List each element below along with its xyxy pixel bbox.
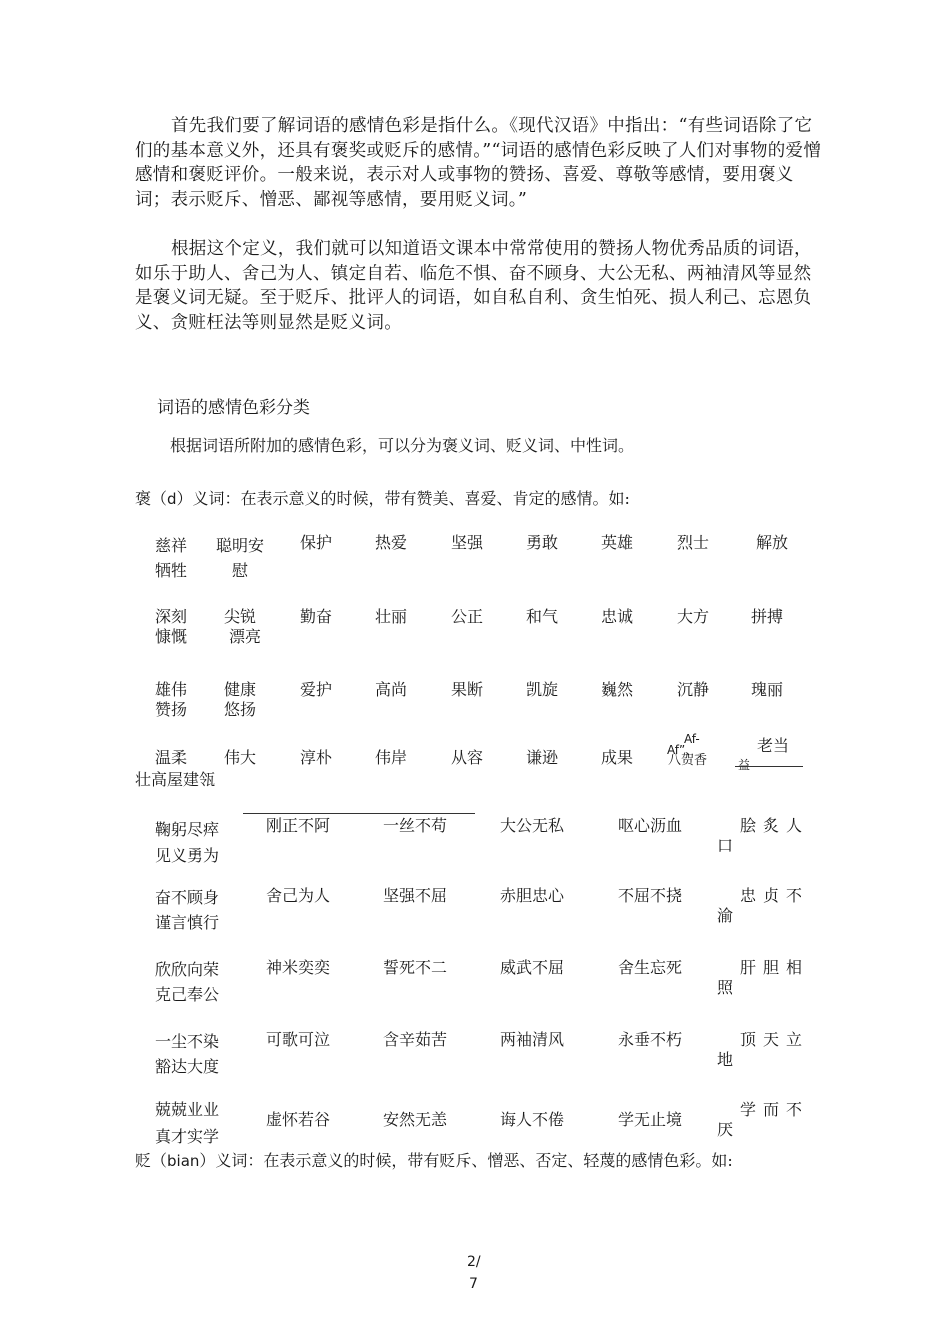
word-cell: 坚强 bbox=[451, 533, 484, 552]
word-cell: 从容 bbox=[451, 748, 484, 767]
word-cell: 健康 bbox=[224, 680, 257, 699]
def-prefix: 贬（ bbox=[135, 1151, 168, 1170]
idiom-cell: 大公无私 bbox=[500, 816, 565, 835]
idiom-cell: 兢兢业业 bbox=[155, 1100, 220, 1119]
word-cell: 温柔 bbox=[155, 748, 188, 767]
word-cell: 牺牲 bbox=[155, 561, 188, 580]
idiom-cell: 两袖清风 bbox=[500, 1030, 565, 1049]
def-suffix: ）义词：在表示意义的时候，带有贬斥、憎恶、否定、轻蔑的感情色彩。如: bbox=[199, 1151, 733, 1170]
word-cell: 八贺香 bbox=[668, 753, 708, 768]
idiom-cell: 学无止境 bbox=[618, 1110, 683, 1129]
word-cell: 解放 bbox=[756, 533, 789, 552]
word-cell: 瑰丽 bbox=[751, 680, 784, 699]
word-cell: 漂亮 bbox=[229, 627, 262, 646]
idiom-cell: 忠贞不 bbox=[740, 886, 810, 905]
word-cell: 忠诚 bbox=[601, 607, 634, 626]
word-cell: 公正 bbox=[451, 607, 484, 626]
word-cell: 尖锐 bbox=[224, 607, 257, 626]
word-cell: 英雄 bbox=[601, 533, 634, 552]
idiom-cell: 神米奕奕 bbox=[266, 958, 331, 977]
word-cell: 慷慨 bbox=[155, 627, 188, 646]
word-cell: 深刻 bbox=[155, 607, 188, 626]
def-suffix: ）义词：在表示意义的时候，带有赞美、喜爱、肯定的感情。如: bbox=[176, 489, 630, 508]
word-cell: 勤奋 bbox=[300, 607, 333, 626]
word-cell: 保护 bbox=[300, 533, 333, 552]
idiom-cell: 誓死不二 bbox=[383, 958, 448, 977]
page-number-top: 2/ bbox=[467, 1254, 481, 1270]
idiom-cell: 一尘不染 bbox=[155, 1032, 220, 1051]
def-prefix: 褒（ bbox=[135, 489, 168, 508]
idiom-cell: 坚强不屈 bbox=[383, 886, 448, 905]
pejorative-definition bbox=[135, 1148, 733, 1171]
word-cell: 和气 bbox=[526, 607, 559, 626]
word-cell: 慈祥 bbox=[155, 536, 188, 555]
idiom-cell: 赤胆忠心 bbox=[500, 886, 565, 905]
idiom-cell: 安然无恙 bbox=[383, 1110, 448, 1129]
word-cell: 雄伟 bbox=[155, 680, 188, 699]
def-pinyin: bian bbox=[167, 1152, 200, 1170]
ocr-noise: Af- bbox=[684, 732, 700, 746]
word-cell: 慰 bbox=[232, 561, 249, 580]
idiom-cell: 含辛茹苦 bbox=[383, 1030, 448, 1049]
word-cell: 勇敢 bbox=[526, 533, 559, 552]
idiom-cell: 可歌可泣 bbox=[266, 1030, 331, 1049]
idiom-cell: 脍炙人 bbox=[740, 816, 810, 835]
rule-line bbox=[243, 813, 475, 814]
idiom-cell: 肝胆相 bbox=[740, 958, 810, 977]
idiom-cell: 呕心沥血 bbox=[618, 816, 683, 835]
section-heading: 词语的感情色彩分类 bbox=[157, 398, 310, 418]
word-cell: 老当 bbox=[757, 736, 790, 755]
paragraph-1 bbox=[135, 114, 825, 212]
word-cell: 果断 bbox=[451, 680, 484, 699]
word-cell: 大方 bbox=[677, 607, 710, 626]
word-cell: 热爱 bbox=[375, 533, 408, 552]
word-cell: 伟岸 bbox=[375, 748, 408, 767]
idiom-cell: 克己奉公 bbox=[155, 985, 220, 1004]
word-cell: 巍然 bbox=[601, 680, 634, 699]
page-number-bottom: 7 bbox=[469, 1276, 478, 1292]
word-cell: 高尚 bbox=[375, 680, 408, 699]
word-cell: 壮丽 bbox=[375, 607, 408, 626]
word-cell: 沉静 bbox=[677, 680, 710, 699]
paragraph-1-text: 首先我们要了解词语的感情色彩是指什么。《现代汉语》中指出：“有些词语除了它们的基本意义外，还具有褒奖或贬斥的感情。”“词语的感情色彩反映了人们对事物的爱憎感情和褒贬评价。一般来说，表示对人或事物的赞扬、喜爱、尊敬等感情，要用褒义词；表示贬斥、憎恶、鄙视等感情，要用贬义词。” bbox=[135, 116, 822, 210]
word-cell: 凯旋 bbox=[526, 680, 559, 699]
idiom-cell: 厌 bbox=[717, 1120, 734, 1139]
idiom-cell: 舍生忘死 bbox=[618, 958, 683, 977]
idiom-cell: 渝 bbox=[717, 906, 734, 925]
idiom-cell: 不屈不挠 bbox=[618, 886, 683, 905]
idiom-cell: 真才实学 bbox=[155, 1127, 220, 1146]
section-intro: 根据词语所附加的感情色彩，可以分为褒义词、贬义词、中性词。 bbox=[170, 436, 635, 455]
ocr-noise: Af”、 bbox=[667, 743, 698, 757]
idiom-cell: 顶天立 bbox=[740, 1030, 810, 1049]
word-cell: 赞扬 bbox=[155, 700, 188, 719]
word-cell: 拼搏 bbox=[751, 607, 784, 626]
word-cell: 伟大 bbox=[224, 748, 257, 767]
word-cell: 壮高屋建瓴 bbox=[135, 770, 216, 789]
paragraph-2 bbox=[135, 237, 825, 335]
idiom-cell: 威武不屈 bbox=[500, 958, 565, 977]
idiom-cell: 虚怀若谷 bbox=[266, 1110, 331, 1129]
word-cell: 淳朴 bbox=[300, 748, 333, 767]
idiom-cell: 欣欣向荣 bbox=[155, 960, 220, 979]
word-cell: 爱护 bbox=[300, 680, 333, 699]
word-cell: 悠扬 bbox=[224, 700, 257, 719]
idiom-cell: 照 bbox=[717, 978, 734, 997]
idiom-cell: 学而不 bbox=[740, 1100, 810, 1119]
idiom-cell: 豁达大度 bbox=[155, 1057, 220, 1076]
word-cell: 成果 bbox=[601, 748, 634, 767]
idiom-cell: 舍己为人 bbox=[266, 886, 331, 905]
idiom-cell: 诲人不倦 bbox=[500, 1110, 565, 1129]
word-cell: 谦逊 bbox=[526, 748, 559, 767]
rule-line bbox=[735, 766, 803, 767]
idiom-cell: 刚正不阿 bbox=[266, 816, 331, 835]
word-cell: 聪明安 bbox=[216, 536, 265, 555]
idiom-cell: 永垂不朽 bbox=[618, 1030, 683, 1049]
idiom-cell: 口 bbox=[717, 836, 734, 855]
paragraph-2-text: 根据这个定义，我们就可以知道语文课本中常常使用的赞扬人物优秀品质的词语，如乐于助人、舍己为人、镇定自若、临危不惧、奋不顾身、大公无私、两袖清风等显然是褒义词无疑。至于贬斥、批评人的词语，如自私自利、贪生怕死、损人利己、忘恩负义、贪赃枉法等则显然是贬义词。 bbox=[135, 239, 812, 333]
idiom-cell: 见义勇为 bbox=[155, 846, 220, 865]
word-cell: 益 bbox=[738, 758, 751, 772]
idiom-cell: 一丝不苟 bbox=[383, 816, 448, 835]
commendatory-definition bbox=[135, 486, 630, 509]
idiom-cell: 鞠躬尽瘁 bbox=[155, 820, 220, 839]
def-pinyin: d bbox=[167, 490, 177, 508]
idiom-cell: 地 bbox=[717, 1050, 734, 1069]
word-cell: 烈士 bbox=[677, 533, 710, 552]
idiom-cell: 谨言慎行 bbox=[155, 913, 220, 932]
idiom-cell: 奋不顾身 bbox=[155, 888, 220, 907]
